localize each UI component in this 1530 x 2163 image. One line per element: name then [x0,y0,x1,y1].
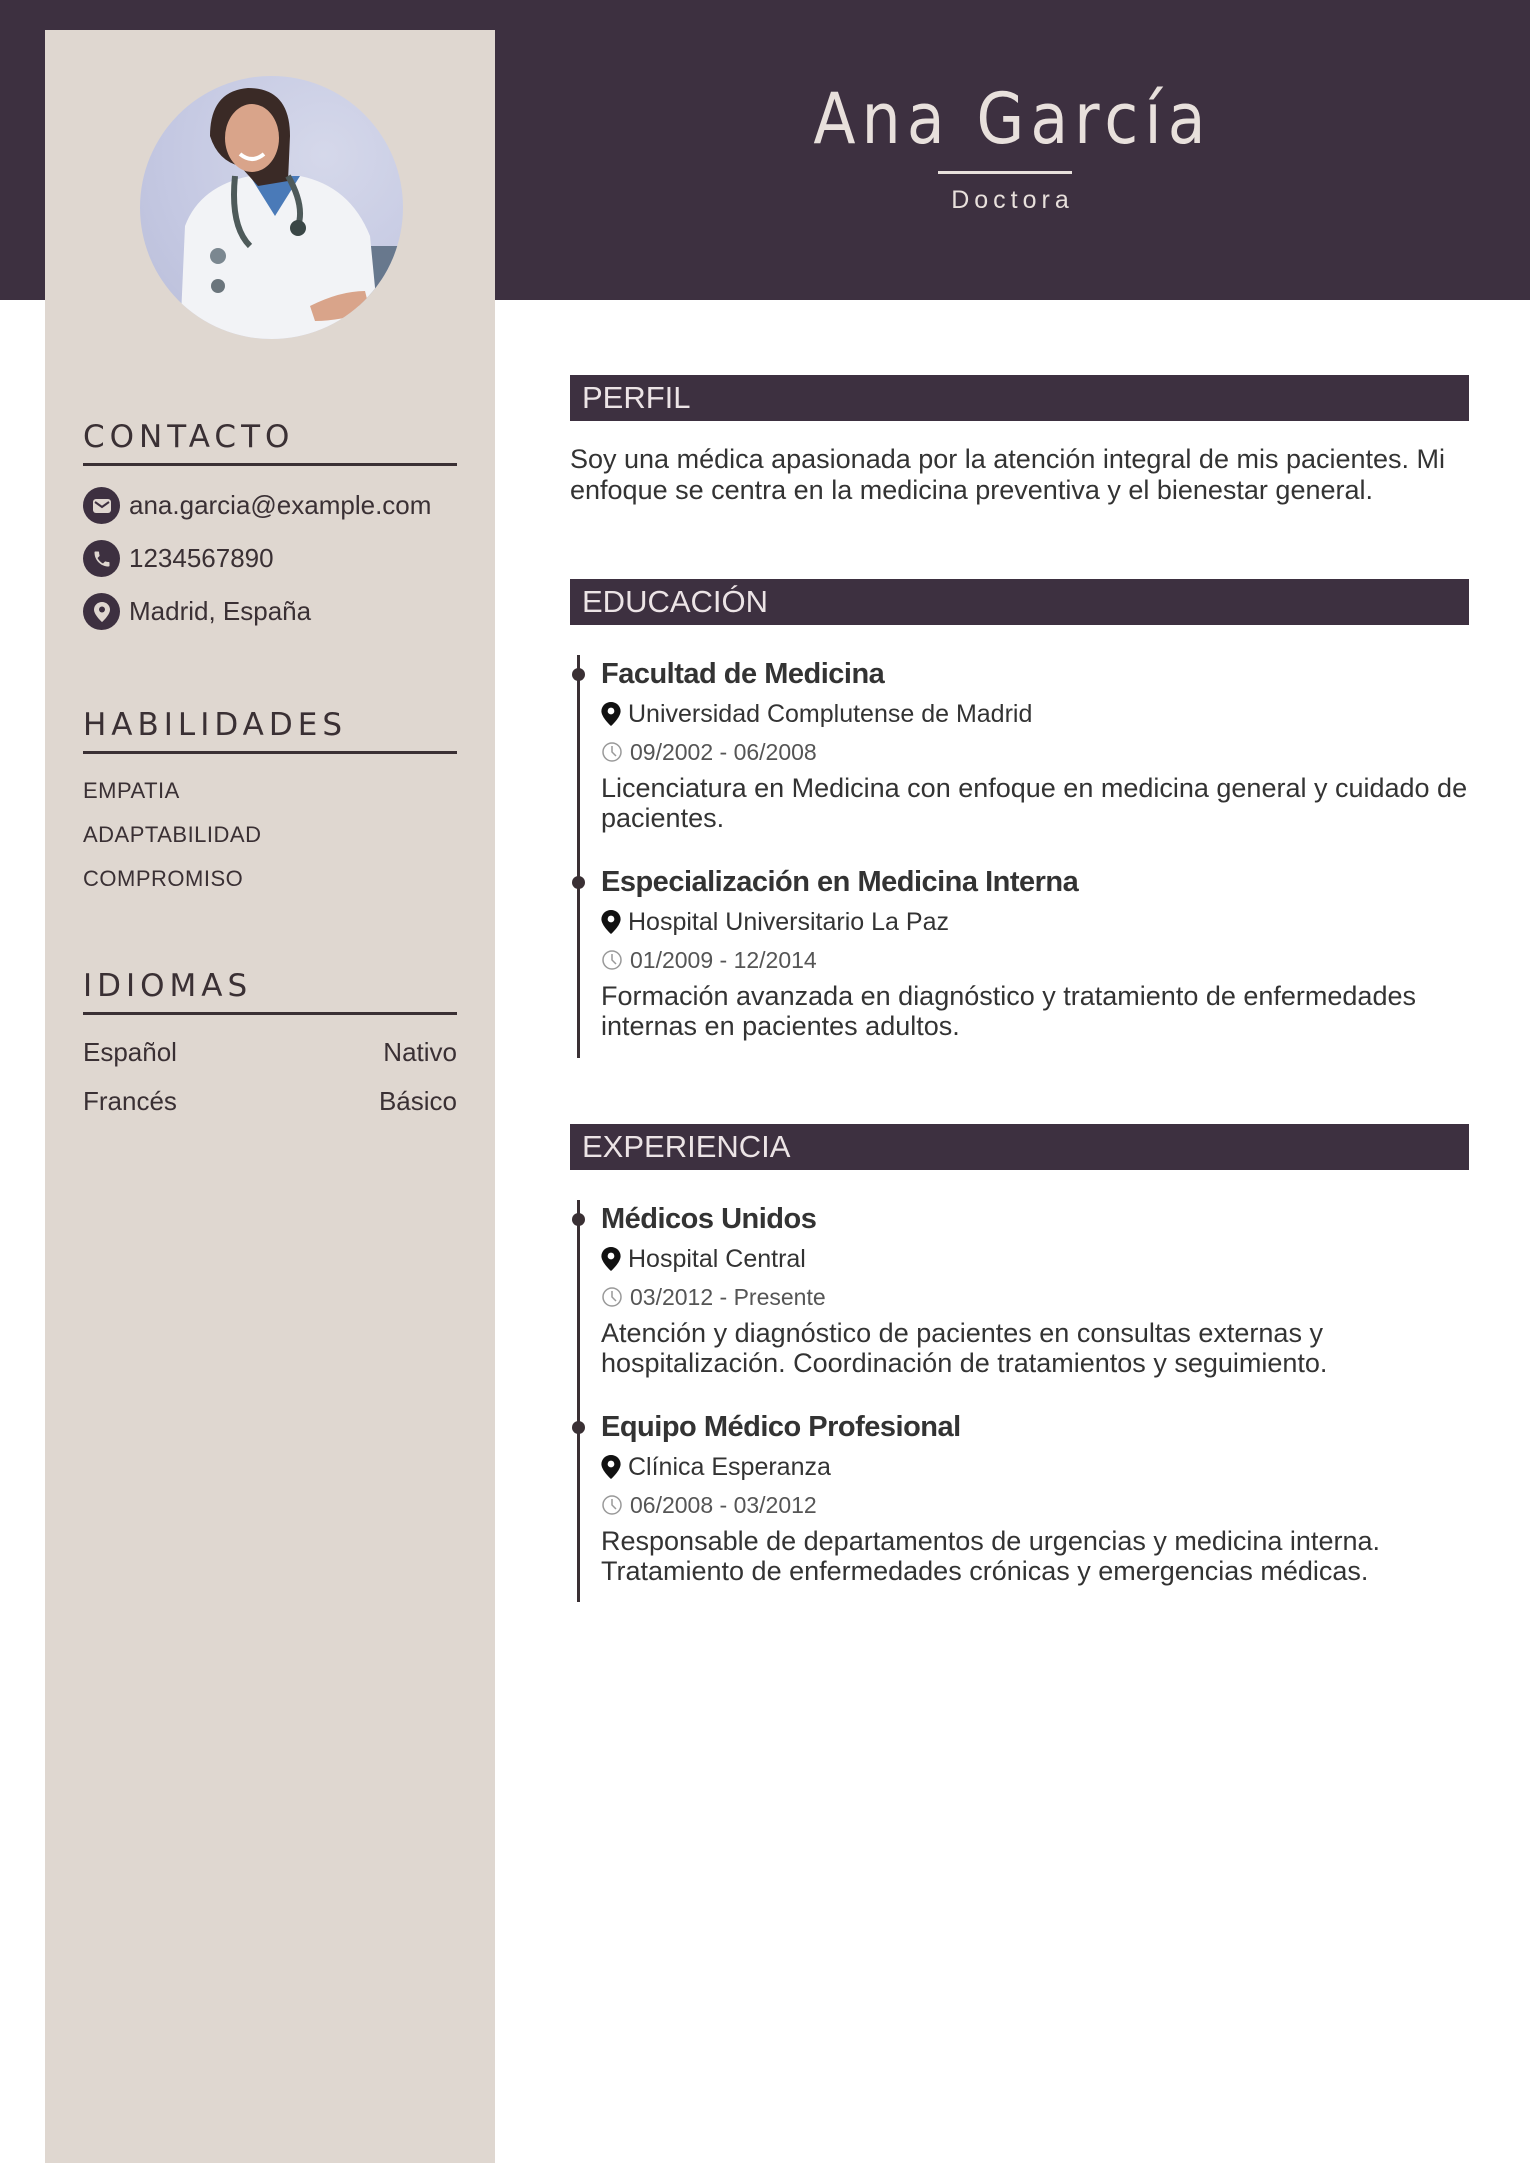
email-icon [83,487,120,524]
education-title: Facultad de Medicina [601,658,885,690]
place-text: Universidad Complutense de Madrid [628,699,1033,728]
education-place [601,905,1469,939]
contact-email[interactable] [83,487,457,524]
timeline-dot [572,668,585,681]
person-name: Ana García [813,78,1212,160]
education-place [601,697,1469,731]
clock-icon [601,949,623,971]
language-level: Básico [378,1086,457,1116]
education-item [570,863,1469,1041]
education-item [570,655,1469,833]
profile-text: Soy una médica apasionada por la atención integral de mis pacientes. Mi enfoque se centra en la medicina preventiva y el bienestar general. [570,444,1446,505]
place-text: Clínica Esperanza [628,1452,831,1481]
skills-heading: HABILIDADES [83,707,457,754]
language-name: Francés [83,1086,177,1116]
contact-section [83,419,457,630]
place-text: Hospital Universitario La Paz [628,907,949,936]
experience-dates [601,1280,1469,1314]
skill-item: EMPATIA [83,778,180,803]
location-pin-icon [601,1247,621,1271]
location-pin-icon [601,910,621,934]
job-title: Doctora [951,186,1074,214]
clock-icon [601,1286,623,1308]
education-description: Formación avanzada en diagnóstico y tratamiento de enfermedades internas en pacientes adultos. [601,981,1416,1041]
contact-location [83,593,457,630]
doctor-portrait-icon [140,76,403,339]
clock-icon [601,741,623,763]
experience-item [570,1408,1469,1586]
location-icon [83,593,120,630]
place-text: Hospital Central [628,1244,806,1273]
experience-title: Médicos Unidos [601,1203,817,1235]
education-title: Especialización en Medicina Interna [601,866,1079,898]
skills-section [83,707,457,890]
date-text: 09/2002 - 06/2008 [630,738,817,765]
contact-heading: CONTACTO [83,419,457,466]
phone-icon [83,540,120,577]
phone-text: 1234567890 [129,543,274,573]
timeline-dot [572,1421,585,1434]
languages-section [83,968,457,1117]
contact-phone[interactable] [83,540,457,577]
location-pin-icon [601,702,621,726]
education-description: Licenciatura en Medicina con enfoque en medicina general y cuidado de pacientes. [601,773,1468,833]
timeline-dot [572,1213,585,1226]
experience-place [601,1242,1469,1276]
experience-place [601,1450,1469,1484]
language-level: Nativo [383,1037,457,1067]
date-text: 06/2008 - 03/2012 [630,1491,817,1518]
sidebar [45,30,495,2163]
skill-item: COMPROMISO [83,866,244,891]
experience-heading: EXPERIENCIA [570,1124,1469,1170]
profile-photo [140,76,403,339]
name-divider [938,171,1072,174]
language-row [83,1037,457,1068]
location-text: Madrid, España [129,596,312,626]
date-text: 03/2012 - Presente [630,1283,826,1310]
language-row [83,1086,457,1117]
education-dates [601,735,1469,769]
experience-title: Equipo Médico Profesional [601,1411,961,1443]
email-text: ana.garcia@example.com [129,490,432,520]
education-heading: EDUCACIÓN [570,579,1469,625]
skill-item: ADAPTABILIDAD [83,822,262,847]
education-timeline [570,655,1469,1041]
profile-heading: PERFIL [570,375,1469,421]
experience-dates [601,1488,1469,1522]
timeline-dot [572,876,585,889]
experience-timeline [570,1200,1469,1586]
languages-heading: IDIOMAS [83,968,457,1015]
experience-description: Responsable de departamentos de urgencias y medicina interna. Tratamiento de enfermedades crónicas y emergencias médicas. [601,1526,1380,1586]
date-text: 01/2009 - 12/2014 [630,946,817,973]
experience-description: Atención y diagnóstico de pacientes en consultas externas y hospitalización. Coordinación de tratamientos y seguimiento. [601,1318,1328,1378]
language-name: Español [83,1037,177,1067]
experience-item [570,1200,1469,1378]
location-pin-icon [601,1455,621,1479]
clock-icon [601,1494,623,1516]
education-dates [601,943,1469,977]
